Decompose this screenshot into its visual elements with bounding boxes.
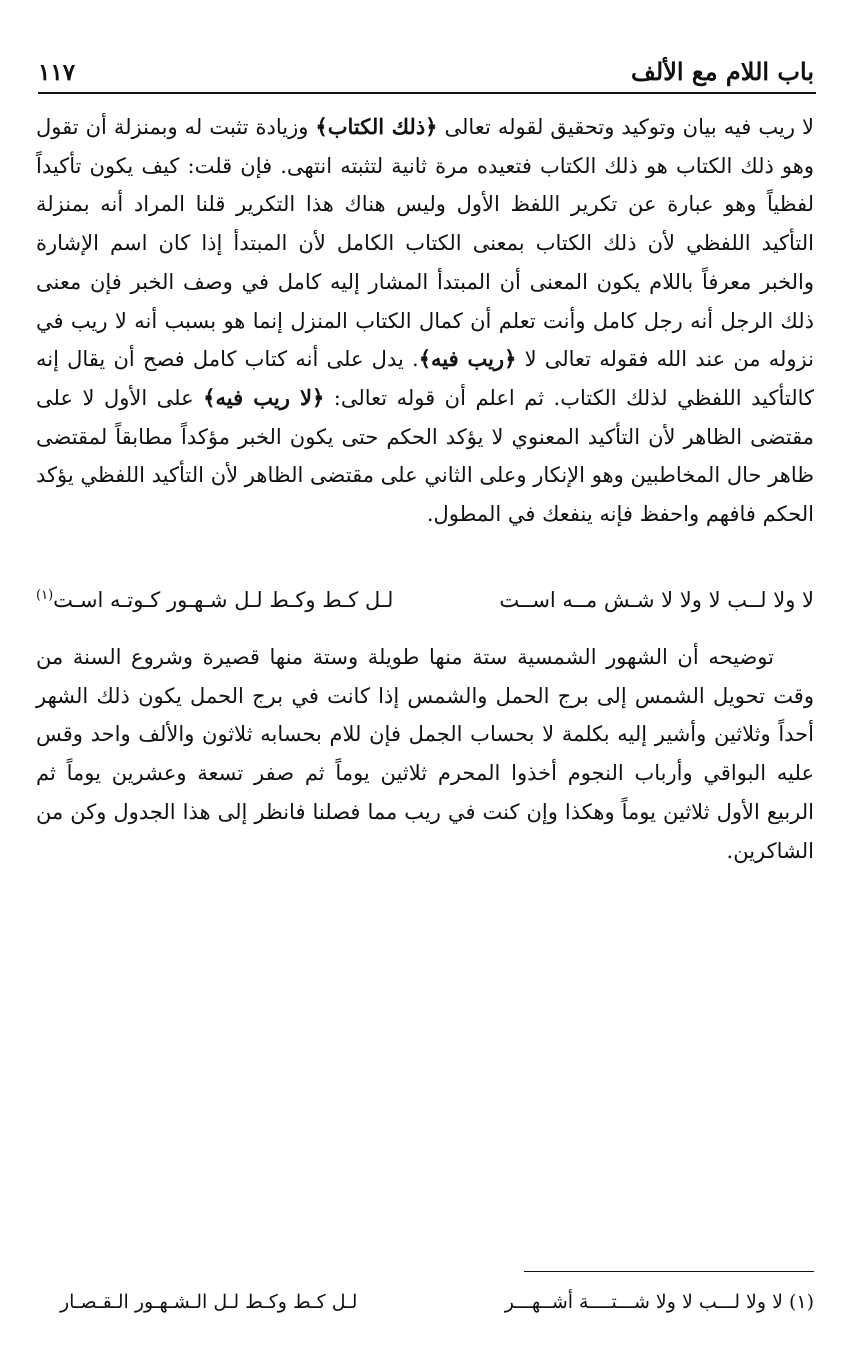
text-segment: وزيادة تثبت له وبمنزلة أن تقول وهو ذلك الكتاب هو ذلك الكتاب فتعيده مرة ثانية لتثبته انتهى. فإن قلت: كيف يكون تأكيداً لفظياً وهو عبارة عن تكرير اللفظ الأول وليس هناك هذا التكرير قلنا المراد أنه بمنزلة التأكيد اللفظي لأن ذلك الكتاب بمعنى الكتاب الكامل لأن المبتدأ إذا كان اسم الإشارة والخبر معرفاً باللام يكون المعنى أن المبتدأ المشار إليه كامل في وصف الخبر فإن معنى ذلك الرجل أنه رجل كامل وأنت تعلم أن كمال الكتاب المنزل إنما هو بسبب أنه لا ريب في نزوله من عند الله فقوله تعالى لا [36,115,815,372]
footnote [60,1284,814,1320]
text-segment: على الأول لا على مقتضى الظاهر لأن التأكيد المعنوي لا يؤكد الحكم حتى يكون الخبر مؤكداً مطابقاً لمقتضى ظاهر حال المخاطبين وهو الإنكار وعلى الثاني على مقتضى الظاهر لأن التأكيد اللفظي يؤكد الحكم فافهم واحفظ فإنه ينفعك في المطول. [36,385,814,527]
explanation-paragraph [36,638,814,870]
paragraph-1 [36,108,814,534]
footnote-second-hemistich: لـل كـط وكـط لـل الـشـهـور الـقـصـار [60,1291,358,1313]
poetry-verse [36,580,814,620]
main-paragraph [36,108,814,534]
paragraph-2: توضيحه أن الشهور الشمسية ستة منها طويلة وستة منها قصيرة وشروع السنة من وقت تحويل الشمس إلى برج الحمل والشمس إذا كانت في برج الحمل يكون ذلك الشهر أحداً وثلاثين وأشير إليه بكلمة لا بحساب الجمل فإن للام بحسابه ثلاثون والألف واحد وقس عليه البواقي وأرباب النجوم أخذوا المحرم ثلاثين يوماً ثم صفر تسعة وعشرين يوماً ثم الربيع الأول ثلاثين يوماً وهكذا وإن كنت في ريب مما فصلنا فانظر إلى هذا الجدول وكن من الشاكرين. [36,645,814,863]
verse-second-hemistich [36,588,393,612]
text-segment: . يدل على أنه كتاب كامل فصح أن يقال إنه كالتأكيد اللفظي لذلك الكتاب. ثم اعلم أن قوله تعالى: [36,347,815,410]
chapter-title: باب اللام مع الألف [631,57,814,86]
verse-text: لا ولا لــب لا ولا لا شـش مــه اســت [499,588,814,612]
text-segment: لا ريب فيه بيان وتوكيد وتحقيق لقوله تعالى [437,115,814,139]
header-divider [38,92,816,94]
quran-quote: ﴿ريب فيه﴾ [418,346,517,372]
page-number: ١١٧ [38,59,76,86]
verse-text: لـل كـط وكـط لـل شـهـور كـوتـه اسـت [53,588,394,612]
footnote-divider [524,1271,814,1272]
quran-quote: ﴿لا ريب فيه﴾ [203,384,325,410]
footnote-marker: (١) [36,588,54,603]
footnote-first-hemistich: (١) لا ولا لـــب لا ولا شـــتــــة أشــهـــر [504,1291,814,1313]
verse-first-hemistich [499,588,814,612]
quran-quote: ﴿ذلك الكتاب﴾ [315,114,438,139]
page-header [38,52,814,86]
